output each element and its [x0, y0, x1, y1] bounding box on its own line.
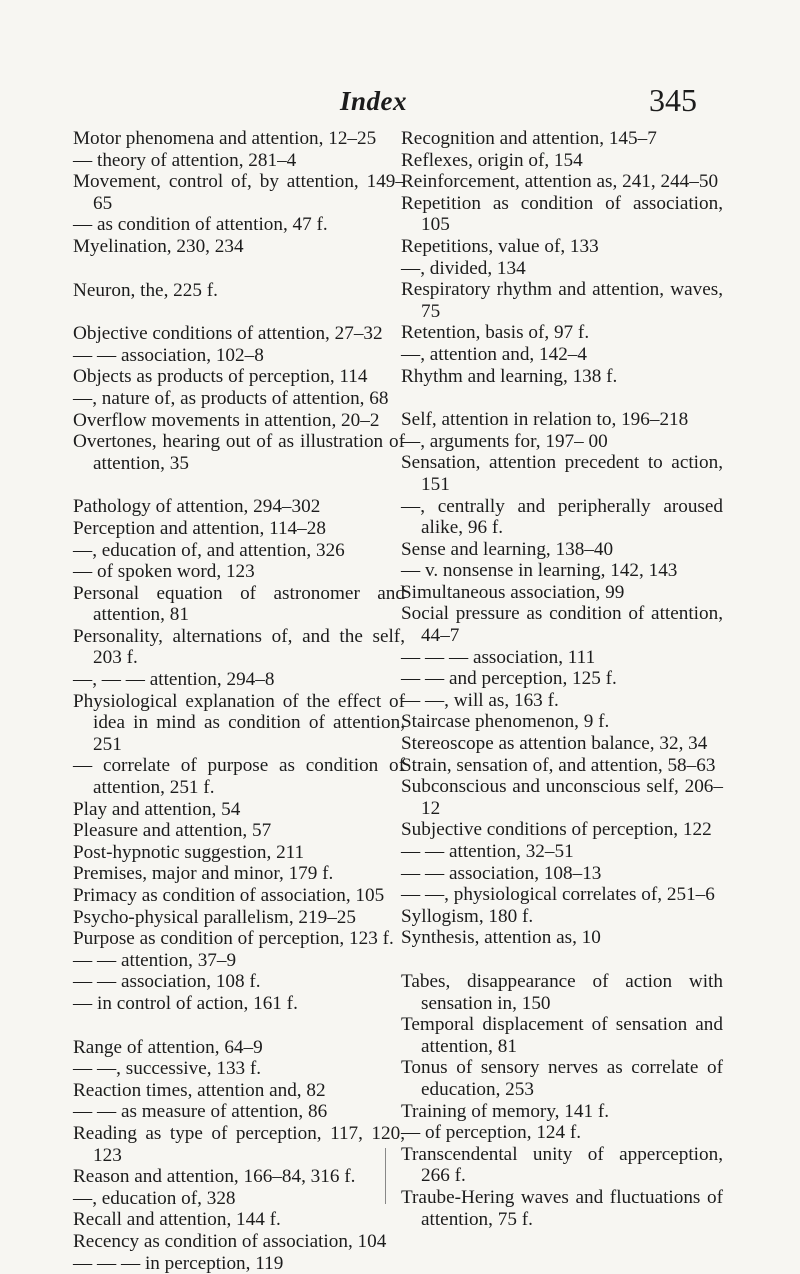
index-entry: Movement, control of, by attention, 149–65: [73, 171, 405, 214]
group-gap: [73, 1015, 405, 1037]
group-gap: [73, 258, 405, 280]
index-entry: — — — association, 111: [401, 647, 723, 669]
index-entry: Objective conditions of attention, 27–32: [73, 323, 405, 345]
index-entry: Neuron, the, 225 f.: [73, 280, 405, 302]
index-entry: Recognition and attention, 145–7: [401, 128, 723, 150]
index-entry: Play and attention, 54: [73, 799, 405, 821]
index-entry: — v. nonsense in learning, 142, 143: [401, 560, 723, 582]
index-entry: —, nature of, as products of attention, 68: [73, 388, 405, 410]
index-entry: — of perception, 124 f.: [401, 1122, 723, 1144]
index-entry: Post-hypnotic suggestion, 211: [73, 842, 405, 864]
column-divider: [385, 1148, 386, 1204]
index-entry: Personality, alternations of, and the self, 203 f.: [73, 626, 405, 669]
index-entry: Transcendental unity of apperception, 266 f.: [401, 1144, 723, 1187]
index-entry: Reaction times, attention and, 82: [73, 1080, 405, 1102]
page-title: Index: [340, 86, 407, 117]
index-entry: Overflow movements in attention, 20–2: [73, 410, 405, 432]
index-entry: Psycho-physical parallelism, 219–25: [73, 907, 405, 929]
index-entry: Staircase phenomenon, 9 f.: [401, 711, 723, 733]
index-entry: —, arguments for, 197– 00: [401, 431, 723, 453]
index-entry: Reflexes, origin of, 154: [401, 150, 723, 172]
index-entry: Recall and attention, 144 f.: [73, 1209, 405, 1231]
index-entry: Sense and learning, 138–40: [401, 539, 723, 561]
index-entry: —, centrally and peripherally aroused alike, 96 f.: [401, 496, 723, 539]
index-entry: Synthesis, attention as, 10: [401, 927, 723, 949]
index-entry: Social pressure as condition of attention, 44–7: [401, 603, 723, 646]
index-entry: Primacy as condition of association, 105: [73, 885, 405, 907]
index-entry: Objects as products of perception, 114: [73, 366, 405, 388]
index-entry: Rhythm and learning, 138 f.: [401, 366, 723, 388]
index-entry: Temporal displacement of sensation and attention, 81: [401, 1014, 723, 1057]
index-entry: Traube-Hering waves and fluctuations of attention, 75 f.: [401, 1187, 723, 1230]
index-entry: —, — — attention, 294–8: [73, 669, 405, 691]
index-entry: — — association, 108–13: [401, 863, 723, 885]
index-entry: — —, will as, 163 f.: [401, 690, 723, 712]
index-entry: Tonus of sensory nerves as correlate of education, 253: [401, 1057, 723, 1100]
index-column-left: [73, 128, 405, 1274]
index-entry: — — association, 108 f.: [73, 971, 405, 993]
index-entry: Reading as type of perception, 117, 120, 123: [73, 1123, 405, 1166]
index-entry: —, attention and, 142–4: [401, 344, 723, 366]
index-entry: Premises, major and minor, 179 f.: [73, 863, 405, 885]
index-entry: —, education of, and attention, 326: [73, 540, 405, 562]
page-number: 345: [649, 82, 697, 119]
group-gap: [73, 474, 405, 496]
index-entry: Subjective conditions of perception, 122: [401, 819, 723, 841]
index-entry: Motor phenomena and attention, 12–25: [73, 128, 405, 150]
index-entry: — — attention, 32–51: [401, 841, 723, 863]
index-entry: — in control of action, 161 f.: [73, 993, 405, 1015]
index-entry: Respiratory rhythm and attention, waves, 75: [401, 279, 723, 322]
index-entry: Simultaneous association, 99: [401, 582, 723, 604]
index-entry: — — association, 102–8: [73, 345, 405, 367]
index-entry: Stereoscope as attention balance, 32, 34: [401, 733, 723, 755]
index-entry: Self, attention in relation to, 196–218: [401, 409, 723, 431]
index-entry: — of spoken word, 123: [73, 561, 405, 583]
index-column-right: [401, 128, 723, 1230]
index-entry: — —, physiological correlates of, 251–6: [401, 884, 723, 906]
group-gap: [73, 301, 405, 323]
index-entry: Overtones, hearing out of as illustration of attention, 35: [73, 431, 405, 474]
index-entry: Sensation, attention precedent to action, 151: [401, 452, 723, 495]
index-entry: — theory of attention, 281–4: [73, 150, 405, 172]
index-entry: Myelination, 230, 234: [73, 236, 405, 258]
index-entry: Physiological explanation of the effect of idea in mind as condition of attention, 251: [73, 691, 405, 756]
index-entry: — —, successive, 133 f.: [73, 1058, 405, 1080]
index-entry: Personal equation of astronomer and attention, 81: [73, 583, 405, 626]
index-entry: Training of memory, 141 f.: [401, 1101, 723, 1123]
index-entry: Strain, sensation of, and attention, 58–63: [401, 755, 723, 777]
index-entry: — — — in perception, 119: [73, 1253, 405, 1274]
index-entry: Reinforcement, attention as, 241, 244–50: [401, 171, 723, 193]
index-entry: — as condition of attention, 47 f.: [73, 214, 405, 236]
index-entry: Repetitions, value of, 133: [401, 236, 723, 258]
group-gap: [401, 949, 723, 971]
index-entry: Repetition as condition of association, 105: [401, 193, 723, 236]
index-entry: Tabes, disappearance of action with sensation in, 150: [401, 971, 723, 1014]
group-gap: [401, 387, 723, 409]
index-entry: — correlate of purpose as condition of attention, 251 f.: [73, 755, 405, 798]
index-entry: Pathology of attention, 294–302: [73, 496, 405, 518]
index-entry: — — as measure of attention, 86: [73, 1101, 405, 1123]
index-entry: Subconscious and unconscious self, 206–12: [401, 776, 723, 819]
index-entry: Recency as condition of association, 104: [73, 1231, 405, 1253]
index-entry: Purpose as condition of perception, 123 f.: [73, 928, 405, 950]
index-entry: Range of attention, 64–9: [73, 1037, 405, 1059]
index-entry: — — attention, 37–9: [73, 950, 405, 972]
index-entry: Reason and attention, 166–84, 316 f.: [73, 1166, 405, 1188]
index-entry: Pleasure and attention, 57: [73, 820, 405, 842]
index-entry: —, divided, 134: [401, 258, 723, 280]
index-entry: Syllogism, 180 f.: [401, 906, 723, 928]
index-entry: —, education of, 328: [73, 1188, 405, 1210]
page-header: [0, 62, 800, 122]
index-entry: Perception and attention, 114–28: [73, 518, 405, 540]
index-entry: — — and perception, 125 f.: [401, 668, 723, 690]
index-entry: Retention, basis of, 97 f.: [401, 322, 723, 344]
